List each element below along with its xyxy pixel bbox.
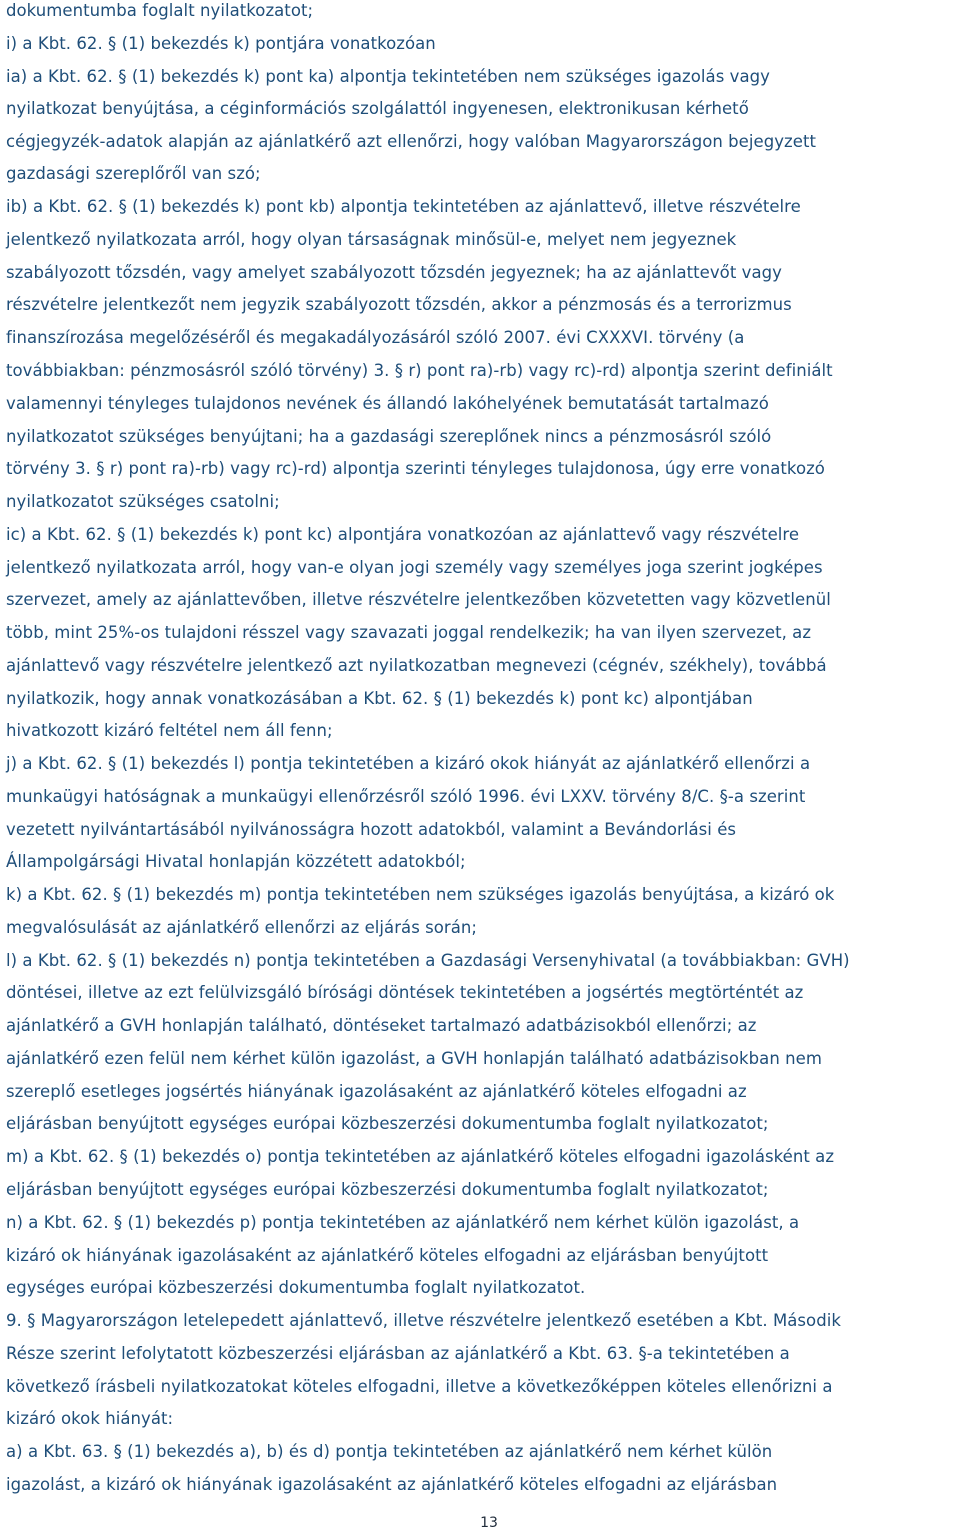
text-line: szabályozott tőzsdén, vagy amelyet szabályozott tőzsdén jegyeznek; ha az ajánlattevőt vagy: [6, 263, 782, 282]
text-line: továbbiakban: pénzmosásról szóló törvény) 3. § r) pont ra)-rb) vagy rc)-rd) alpontja szerint definiált: [6, 361, 833, 380]
text-line: következő írásbeli nyilatkozatokat köteles elfogadni, illetve a következőképpen köteles ellenőrizni a: [6, 1377, 833, 1396]
text-line: k) a Kbt. 62. § (1) bekezdés m) pontja tekintetében nem szükséges igazolás benyújtása, a kizáró ok: [6, 885, 835, 904]
text-line: kizáró ok hiányának igazolásaként az ajánlatkérő köteles elfogadni az eljárásban benyújtott: [6, 1246, 769, 1265]
text-line: eljárásban benyújtott egységes európai közbeszerzési dokumentumba foglalt nyilatkozatot;: [6, 1180, 769, 1199]
text-line: munkaügyi hatóságnak a munkaügyi ellenőrzésről szóló 1996. évi LXXV. törvény 8/C. §-a szerint: [6, 787, 806, 806]
text-line: több, mint 25%-os tulajdoni résszel vagy szavazati joggal rendelkezik; ha van ilyen szervezet, az: [6, 623, 812, 642]
text-line: szereplő esetleges jogsértés hiányának igazolásaként az ajánlatkérő köteles elfogadni az: [6, 1082, 747, 1101]
text-line: szervezet, amely az ajánlattevőben, illetve részvételre jelentkezőben közvetetten vagy közvetlenül: [6, 590, 831, 609]
text-line: részvételre jelentkezőt nem jegyzik szabályozott tőzsdén, akkor a pénzmosás és a terrorizmus: [6, 295, 792, 314]
text-line: eljárásban benyújtott egységes európai közbeszerzési dokumentumba foglalt nyilatkozatot;: [6, 1114, 769, 1133]
text-line: vezetett nyilvántartásából nyilvánosságra hozott adatokból, valamint a Bevándorlási és: [6, 820, 737, 839]
text-line: egységes európai közbeszerzési dokumentumba foglalt nyilatkozatot.: [6, 1278, 586, 1297]
text-line: valamennyi tényleges tulajdonos nevének és állandó lakóhelyének bemutatását tartalmazó: [6, 394, 769, 413]
text-line: cégjegyzék-adatok alapján az ajánlatkérő azt ellenőrzi, hogy valóban Magyarországon bejegyzett: [6, 132, 817, 151]
page-number: 13: [480, 1515, 498, 1531]
text-line: kizáró okok hiányát:: [6, 1409, 174, 1428]
text-line: nyilatkozik, hogy annak vonatkozásában a Kbt. 62. § (1) bekezdés k) pont kc) alpontjában: [6, 689, 753, 708]
text-line: törvény 3. § r) pont ra)-rb) vagy rc)-rd) alpontja szerinti tényleges tulajdonosa, úgy erre vonatkozó: [6, 459, 825, 478]
text-line: nyilatkozat benyújtása, a céginformációs szolgálattól ingyenesen, elektronikusan kérhető: [6, 99, 749, 118]
text-line: jelentkező nyilatkozata arról, hogy olyan társaságnak minősül-e, melyet nem jegyeznek: [6, 230, 737, 249]
text-line: ib) a Kbt. 62. § (1) bekezdés k) pont kb) alpontja tekintetében az ajánlattevő, illetve részvételre: [6, 197, 801, 216]
text-line: nyilatkozatot szükséges benyújtani; ha a gazdasági szereplőnek nincs a pénzmosásról szóló: [6, 427, 772, 446]
text-line: jelentkező nyilatkozata arról, hogy van-e olyan jogi személy vagy személyes joga szerint jogképes: [6, 558, 823, 577]
text-line: ia) a Kbt. 62. § (1) bekezdés k) pont ka) alpontja tekintetében nem szükséges igazolás vagy: [6, 67, 770, 86]
text-line: finanszírozása megelőzéséről és megakadályozásáról szóló 2007. évi CXXXVI. törvény (a: [6, 328, 745, 347]
text-line: n) a Kbt. 62. § (1) bekezdés p) pontja tekintetében az ajánlatkérő nem kérhet külön igazolást, a: [6, 1213, 800, 1232]
text-line: ajánlatkérő ezen felül nem kérhet külön igazolást, a GVH honlapján található adatbázisokban nem: [6, 1049, 822, 1068]
text-line: ajánlattevő vagy részvételre jelentkező azt nyilatkozatban megnevezi (cégnév, székhely), továbbá: [6, 656, 827, 675]
text-line: ajánlatkérő a GVH honlapján található, döntéseket tartalmazó adatbázisokból ellenőrzi; az: [6, 1016, 757, 1035]
text-line: nyilatkozatot szükséges csatolni;: [6, 492, 280, 511]
text-line: Része szerint lefolytatott közbeszerzési eljárásban az ajánlatkérő a Kbt. 63. §-a tekintetében a: [6, 1344, 790, 1363]
text-line: j) a Kbt. 62. § (1) bekezdés l) pontja tekintetében a kizáró okok hiányát az ajánlatkérő ellenőrzi a: [6, 754, 811, 773]
text-line: 9. § Magyarországon letelepedett ajánlattevő, illetve részvételre jelentkező esetében a Kbt. Második: [6, 1311, 841, 1330]
text-line: a) a Kbt. 63. § (1) bekezdés a), b) és d) pontja tekintetében az ajánlatkérő nem kérhet külön: [6, 1442, 773, 1461]
text-line: ic) a Kbt. 62. § (1) bekezdés k) pont kc) alpontjára vonatkozóan az ajánlattevő vagy részvételre: [6, 525, 800, 544]
text-line: gazdasági szereplőről van szó;: [6, 164, 261, 183]
text-line: hivatkozott kizáró feltétel nem áll fenn;: [6, 721, 333, 740]
text-line: l) a Kbt. 62. § (1) bekezdés n) pontja tekintetében a Gazdasági Versenyhivatal (a továbbiakban: GVH): [6, 951, 850, 970]
text-line: m) a Kbt. 62. § (1) bekezdés o) pontja tekintetében az ajánlatkérő köteles elfogadni igazolásként az: [6, 1147, 835, 1166]
text-line: igazolást, a kizáró ok hiányának igazolásaként az ajánlatkérő köteles elfogadni az eljárásban: [6, 1475, 778, 1494]
text-line: dokumentumba foglalt nyilatkozatot;: [6, 1, 314, 20]
text-line: döntései, illetve az ezt felülvizsgáló bírósági döntések tekintetében a jogsértés megtörténtét az: [6, 983, 804, 1002]
text-line: i) a Kbt. 62. § (1) bekezdés k) pontjára vonatkozóan: [6, 34, 436, 53]
text-line: Állampolgársági Hivatal honlapján közzétett adatokból;: [6, 852, 466, 871]
text-line: megvalósulását az ajánlatkérő ellenőrzi az eljárás során;: [6, 918, 478, 937]
